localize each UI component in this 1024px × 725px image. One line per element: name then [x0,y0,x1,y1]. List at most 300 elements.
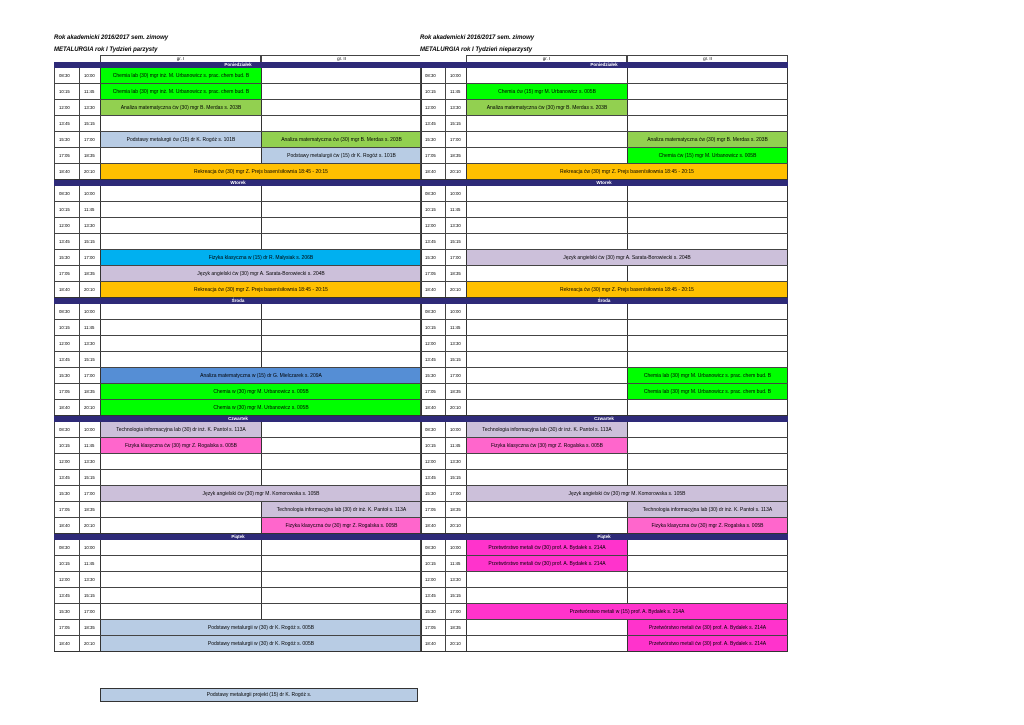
class-cell [627,186,788,201]
time-slot-row [420,148,788,164]
time-slot-row [420,368,788,384]
end-time: 11:45 [445,320,466,335]
end-time: 15:15 [79,588,100,603]
class-cell: Analiza matematyczna ćw (30) mgr B. Merdas s. 203B [261,132,422,147]
start-time: 08:30 [420,68,445,83]
class-cell [261,572,422,587]
time-slot-row [420,540,788,556]
start-time: 15:30 [420,250,445,265]
class-cell [261,116,422,131]
start-time: 17:05 [420,620,445,635]
start-time: 17:05 [420,502,445,517]
class-cell [627,470,788,485]
group-header-spacer [54,55,100,62]
end-time: 10:00 [79,68,100,83]
end-time: 13:30 [445,454,466,469]
start-time: 08:30 [54,304,79,319]
end-time: 15:15 [79,352,100,367]
end-time: 17:00 [445,250,466,265]
class-cell: Rekreacja ćw (30) mgr Z. Prejs basen/siłownia 18:45 - 20:15 [100,164,422,179]
time-slot-row [54,352,422,368]
day-header: Wtorek [420,180,788,186]
group-header-1: gr. I [100,55,261,62]
class-cell [466,234,627,249]
class-cell: Chemia lab (30) mgr M. Urbanowicz s. prac. chem bud. B [627,384,788,399]
class-cell [261,304,422,319]
end-time: 15:15 [445,588,466,603]
time-slot-row [420,486,788,502]
time-slot-row [420,320,788,336]
start-time: 13:45 [420,470,445,485]
class-cell [466,502,627,517]
start-time: 17:05 [54,266,79,281]
start-time: 12:00 [54,572,79,587]
class-cell [100,116,261,131]
time-slot-row [54,202,422,218]
class-cell [261,186,422,201]
end-time: 13:30 [79,336,100,351]
start-time: 13:45 [420,116,445,131]
time-slot-row [420,352,788,368]
start-time: 08:30 [54,422,79,437]
end-time: 10:00 [445,304,466,319]
time-slot-row [420,604,788,620]
class-cell [466,636,627,651]
time-slot-row [420,68,788,84]
time-slot-row [54,100,422,116]
time-slot-row [420,164,788,180]
class-cell: Przetwórstwo metali ćw (30) prof. A. Bydałek s. 214A [627,636,788,651]
class-cell [100,556,261,571]
class-cell [466,336,627,351]
time-slot-row [420,266,788,282]
time-slot-row [54,636,422,652]
time-slot-row [420,588,788,604]
class-cell: Fizyka klasyczna ćw (30) mgr Z. Rogalska s. 005B [466,438,627,453]
start-time: 18:40 [54,400,79,415]
class-cell [466,320,627,335]
time-slot-row [54,148,422,164]
start-time: 18:40 [420,400,445,415]
day-header: Poniedziałek [420,62,788,68]
class-cell [627,68,788,83]
class-cell [466,352,627,367]
end-time: 11:45 [445,556,466,571]
time-slot-row [54,320,422,336]
class-cell [466,186,627,201]
class-cell: Chemia w (30) mgr M. Urbanowicz s. 005B [100,400,422,415]
time-slot-row [54,132,422,148]
end-time: 10:00 [79,540,100,555]
end-time: 10:00 [79,304,100,319]
class-cell [261,68,422,83]
class-cell [627,572,788,587]
end-time: 13:30 [79,572,100,587]
class-cell [261,336,422,351]
end-time: 13:30 [445,100,466,115]
day-header: Piątek [420,534,788,540]
end-time: 20:10 [445,518,466,533]
class-cell [627,84,788,99]
start-time: 12:00 [54,218,79,233]
time-slot-row [54,588,422,604]
end-time: 13:30 [79,100,100,115]
time-slot-row [420,304,788,320]
class-cell: Podstawy metalurgii ćw (15) dr K. Rogóż s. 101B [100,132,261,147]
end-time: 17:00 [79,132,100,147]
odd-week-timetable [420,55,788,652]
start-time: 18:40 [54,164,79,179]
class-cell [466,470,627,485]
day-header: Poniedziałek [54,62,422,68]
class-cell [100,148,261,163]
time-slot-row [420,400,788,416]
end-time: 10:00 [445,68,466,83]
class-cell [261,234,422,249]
class-cell [466,384,627,399]
class-cell [627,422,788,437]
time-slot-row [420,572,788,588]
class-cell [627,116,788,131]
class-cell: Technologia informacyjna lab (30) dr inż. K. Pantoł s. 113A [627,502,788,517]
start-time: 12:00 [54,336,79,351]
start-time: 08:30 [54,540,79,555]
start-time: 17:05 [54,502,79,517]
time-slot-row [54,282,422,298]
class-cell [627,218,788,233]
start-time: 15:30 [54,368,79,383]
end-time: 13:30 [445,572,466,587]
end-time: 17:00 [445,486,466,501]
time-slot-row [54,304,422,320]
end-time: 15:15 [79,116,100,131]
class-cell [627,400,788,415]
class-cell [100,604,261,619]
time-slot-row [54,234,422,250]
start-time: 17:05 [420,384,445,399]
end-time: 17:00 [445,132,466,147]
class-cell [261,588,422,603]
end-time: 18:35 [79,148,100,163]
end-time: 18:35 [445,148,466,163]
day-header: Czwartek [54,416,422,422]
class-cell: Przetwórstwo metali ćw (30) prof. A. Bydałek s. 214A [466,540,627,555]
end-time: 13:30 [445,336,466,351]
time-slot-row [420,218,788,234]
end-time: 11:45 [79,202,100,217]
class-cell [100,304,261,319]
even-week-timetable [54,55,422,652]
class-cell [100,336,261,351]
group-header-2: gr. II [261,55,422,62]
end-time: 20:10 [445,164,466,179]
class-cell [100,234,261,249]
class-cell: Rekreacja ćw (30) mgr Z. Prejs basen/siłownia 18:45 - 20:15 [466,282,788,297]
class-cell: Chemia lab (30) mgr inż. M. Urbanowicz s. prac. chem bud. B [100,84,261,99]
start-time: 13:45 [420,352,445,367]
time-slot-row [54,422,422,438]
start-time: 18:40 [420,164,445,179]
class-cell [627,234,788,249]
start-time: 12:00 [420,336,445,351]
time-slot-row [420,234,788,250]
start-time: 15:30 [54,250,79,265]
class-cell [100,502,261,517]
start-time: 10:15 [420,320,445,335]
time-slot-row [54,438,422,454]
start-time: 17:05 [54,384,79,399]
group-header-row [54,55,422,62]
class-cell [261,604,422,619]
day-header: Piątek [54,534,422,540]
class-cell [100,202,261,217]
start-time: 13:45 [420,234,445,249]
time-slot-row [54,164,422,180]
start-time: 10:15 [420,438,445,453]
class-cell: Chemia lab (30) mgr M. Urbanowicz s. prac. chem bud. B [627,368,788,383]
right-year-heading: Rok akademicki 2016/2017 sem. zimowy [420,35,535,41]
class-cell [261,100,422,115]
class-cell [100,572,261,587]
left-year-heading: Rok akademicki 2016/2017 sem. zimowy [54,35,169,41]
start-time: 18:40 [54,518,79,533]
start-time: 10:15 [420,202,445,217]
class-cell [466,518,627,533]
start-time: 18:40 [420,518,445,533]
class-cell [627,266,788,281]
class-cell [466,400,627,415]
class-cell [261,454,422,469]
start-time: 13:45 [54,116,79,131]
end-time: 18:35 [79,502,100,517]
class-cell: Rekreacja ćw (30) mgr Z. Prejs basen/siłownia 18:45 - 20:15 [100,282,422,297]
start-time: 10:15 [420,84,445,99]
class-cell: Język angielski ćw (30) mgr A. Sarata-Borowiecki s. 204B [100,266,422,281]
class-cell: Przetwórstwo metali ćw (30) prof. A. Bydałek s. 214A [466,556,627,571]
end-time: 17:00 [445,368,466,383]
class-cell: Podstawy metalurgii w (30) dr K. Rogóż s. 005B [100,620,422,635]
time-slot-row [54,620,422,636]
start-time: 13:45 [420,588,445,603]
end-time: 10:00 [445,186,466,201]
class-cell: Analiza matematyczna w (15) dr G. Mielczarek s. 209A [100,368,422,383]
end-time: 11:45 [445,438,466,453]
group-header-1: gr. I [466,55,627,62]
time-slot-row [420,84,788,100]
class-cell: Język angielski ćw (30) mgr M. Komorowska s. 105B [466,486,788,501]
end-time: 11:45 [445,84,466,99]
end-time: 20:10 [79,282,100,297]
class-cell [261,202,422,217]
class-cell: Analiza matematyczna ćw (30) mgr B. Merdas s. 203B [466,100,627,115]
class-cell: Język angielski ćw (30) mgr A. Sarata-Borowiecki s. 204B [466,250,788,265]
right-schedule-title: METALURGIA rok I Tydzień nieparzysty [420,47,533,53]
start-time: 08:30 [420,304,445,319]
group-header-spacer [420,55,466,62]
class-cell [100,470,261,485]
time-slot-row [420,454,788,470]
start-time: 15:30 [420,368,445,383]
class-cell [261,320,422,335]
class-cell [261,540,422,555]
class-cell: Przetwórstwo metali w (15) prof. A. Bydałek s. 214A [466,604,788,619]
class-cell: Podstawy metalurgii w (30) dr K. Rogóż s. 005B [100,636,422,651]
end-time: 13:30 [79,454,100,469]
start-time: 15:30 [420,486,445,501]
class-cell [466,572,627,587]
time-slot-row [420,438,788,454]
end-time: 20:10 [79,164,100,179]
end-time: 18:35 [445,502,466,517]
end-time: 11:45 [79,320,100,335]
end-time: 10:00 [445,540,466,555]
start-time: 13:45 [54,234,79,249]
time-slot-row [54,336,422,352]
end-time: 10:00 [79,422,100,437]
class-cell [627,336,788,351]
end-time: 17:00 [79,250,100,265]
time-slot-row [420,470,788,486]
end-time: 15:15 [79,234,100,249]
class-cell: Analiza matematyczna ćw (30) mgr B. Merdas s. 203B [627,132,788,147]
class-cell [261,556,422,571]
class-cell: Chemia ćw (15) mgr M. Urbanowicz s. 005B [627,148,788,163]
start-time: 12:00 [420,218,445,233]
start-time: 17:05 [420,148,445,163]
time-slot-row [54,116,422,132]
start-time: 10:15 [54,320,79,335]
start-time: 13:45 [54,588,79,603]
class-cell: Podstawy metalurgii ćw (15) dr K. Rogóż s. 101B [261,148,422,163]
class-cell [466,588,627,603]
time-slot-row [420,336,788,352]
class-cell [100,518,261,533]
class-cell [627,540,788,555]
class-cell: Fizyka klasyczna ćw (30) mgr Z. Rogalska s. 005B [100,438,261,453]
class-cell [100,186,261,201]
start-time: 18:40 [54,636,79,651]
time-slot-row [420,384,788,400]
class-cell [466,620,627,635]
start-time: 08:30 [54,68,79,83]
time-slot-row [54,540,422,556]
class-cell [466,202,627,217]
class-cell [466,116,627,131]
start-time: 18:40 [420,282,445,297]
time-slot-row [54,68,422,84]
time-slot-row [420,282,788,298]
end-time: 15:15 [445,116,466,131]
time-slot-row [54,572,422,588]
time-slot-row [54,384,422,400]
start-time: 08:30 [420,540,445,555]
start-time: 10:15 [54,202,79,217]
end-time: 11:45 [79,438,100,453]
class-cell [627,556,788,571]
time-slot-row [420,100,788,116]
time-slot-row [420,518,788,534]
start-time: 13:45 [54,352,79,367]
end-time: 15:15 [445,352,466,367]
end-time: 10:00 [445,422,466,437]
time-slot-row [54,368,422,384]
start-time: 12:00 [420,572,445,587]
class-cell [466,266,627,281]
end-time: 20:10 [445,636,466,651]
class-cell: Chemia lab (30) mgr inż. M. Urbanowicz s. prac. chem bud. B [100,68,261,83]
end-time: 15:15 [445,234,466,249]
class-cell [100,320,261,335]
class-cell [261,422,422,437]
end-time: 20:10 [79,636,100,651]
time-slot-row [54,518,422,534]
class-cell [627,100,788,115]
end-time: 20:10 [79,400,100,415]
day-header: Środa [54,298,422,304]
class-cell [100,540,261,555]
start-time: 10:15 [54,556,79,571]
class-cell [627,202,788,217]
group-header-row [420,55,788,62]
time-slot-row [420,202,788,218]
time-slot-row [54,266,422,282]
time-slot-row [54,486,422,502]
end-time: 20:10 [445,400,466,415]
time-slot-row [420,422,788,438]
class-cell [466,218,627,233]
class-cell: Fizyka klasyczna w (15) dr R. Małysiak s. 206B [100,250,422,265]
time-slot-row [54,400,422,416]
class-cell [100,454,261,469]
class-cell [466,68,627,83]
time-slot-row [54,556,422,572]
project-note-box: Podstawy metalurgii projekt (15) dr K. Rogóż s. [100,688,418,702]
class-cell [627,352,788,367]
class-cell [466,454,627,469]
class-cell [466,132,627,147]
end-time: 17:00 [445,604,466,619]
class-cell: Chemia ćw (15) mgr M. Urbanowicz s. 005B [466,84,627,99]
start-time: 13:45 [54,470,79,485]
class-cell: Chemia w (30) mgr M. Urbanowicz s. 005B [100,384,422,399]
time-slot-row [420,116,788,132]
start-time: 15:30 [420,604,445,619]
class-cell: Rekreacja ćw (30) mgr Z. Prejs basen/siłownia 18:45 - 20:15 [466,164,788,179]
start-time: 17:05 [54,148,79,163]
end-time: 18:35 [79,620,100,635]
start-time: 10:15 [54,84,79,99]
end-time: 20:10 [445,282,466,297]
class-cell [261,352,422,367]
time-slot-row [420,502,788,518]
end-time: 18:35 [79,266,100,281]
start-time: 10:15 [420,556,445,571]
start-time: 15:30 [54,604,79,619]
end-time: 18:35 [445,266,466,281]
time-slot-row [54,604,422,620]
class-cell [627,304,788,319]
start-time: 08:30 [420,186,445,201]
class-cell [261,218,422,233]
class-cell: Technologia informacyjna lab (30) dr inż. K. Pantoł s. 113A [100,422,261,437]
start-time: 17:05 [420,266,445,281]
start-time: 10:15 [54,438,79,453]
time-slot-row [54,186,422,202]
time-slot-row [420,186,788,202]
start-time: 12:00 [54,100,79,115]
day-header: Czwartek [420,416,788,422]
end-time: 11:45 [79,84,100,99]
